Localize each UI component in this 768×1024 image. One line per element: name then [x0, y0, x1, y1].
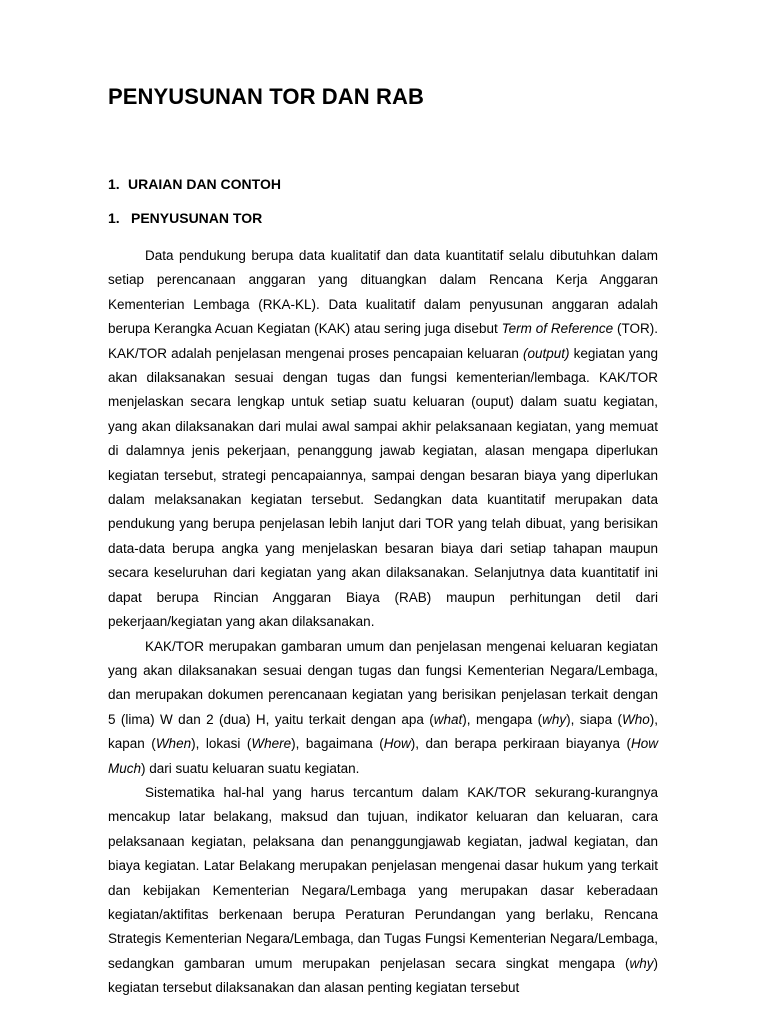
- text-run: kegiatan yang akan dilaksanakan sesuai dengan tugas dan fungsi kementerian/lembaga. KAK/TOR menjelaskan secara lengkap untuk setiap suatu keluaran (ouput) dalam suatu kegiatan, yang akan dilaksanakan dari mulai awal sampai akhir pelaksanaan kegiatan, yang memuat di dalamnya jenis pekerjaan, penanggung jawab kegiatan, alasan mengapa diperlukan kegiatan tersebut, strategi pencapaiannya, sampai dengan besaran biaya yang diperlukan dalam melaksanakan kegiatan tersebut. Sedangkan data kuantitatif merupakan data pendukung yang berupa penjelasan lebih lanjut dari TOR yang telah dibuat, yang berisikan data-data berupa angka yang menjelaskan besaran biaya dari setiap tahapan maupun secara keseluruhan dari kegiatan yang akan dilaksanakan. Selanjutnya data kuantitatif ini dapat berupa Rincian Anggaran Biaya (RAB) maupun perhitungan detil dari pekerjaan/kegiatan yang akan dilaksanakan.: [108, 345, 658, 630]
- text-run: ), lokasi (: [191, 736, 252, 752]
- text-run: ), dan berapa perkiraan biayanya (: [410, 736, 631, 752]
- italic-text-run: (output): [522, 345, 570, 361]
- text-run: (TOR). KAK/TOR adalah penjelasan mengenai proses pencapaian keluaran: [108, 321, 659, 361]
- italic-text-run: what: [433, 711, 463, 727]
- italic-text-run: why: [542, 711, 567, 727]
- text-run: KAK/TOR merupakan gambaran umum dan penjelasan mengenai keluaran kegiatan yang akan dilaksanakan sesuai dengan tugas dan fungsi Kementerian Negara/Lembaga, dan merupakan dokumen perencanaan kegiatan yang berisikan penjelasan terkait dengan 5 (lima) W dan 2 (dua) H, yaitu terkait dengan apa (: [108, 638, 658, 727]
- text-run: ), siapa (: [566, 711, 622, 727]
- text-run: ) kegiatan tersebut dilaksanakan dan alasan penting kegiatan tersebut: [108, 955, 658, 996]
- text-run: ) dari suatu keluaran suatu kegiatan.: [141, 760, 360, 776]
- section-heading-penyusunan-tor: [108, 210, 262, 226]
- section-heading-text: PENYUSUNAN TOR: [131, 210, 263, 226]
- paragraph: [108, 781, 658, 1001]
- text-run: ), mengapa (: [462, 711, 543, 727]
- body-text: [108, 244, 658, 1001]
- text-run: ), kapan (: [108, 711, 658, 752]
- italic-text-run: Where: [251, 736, 292, 752]
- section-heading-uraian: [108, 176, 281, 192]
- italic-text-run: Who: [621, 711, 650, 727]
- text-run: ), bagaimana (: [291, 736, 384, 752]
- italic-text-run: why: [629, 955, 654, 971]
- section-number: 1.: [108, 210, 120, 226]
- italic-text-run: When: [155, 736, 192, 752]
- italic-text-run: Term of Reference: [501, 321, 614, 337]
- text-run: Sistematika hal-hal yang harus tercantum dalam KAK/TOR sekurang-kurangnya mencakup latar belakang, maksud dan tujuan, indikator keluaran dan keluaran, cara pelaksanaan kegiatan, pelaksana dan penanggungjawab kegiatan, jadwal kegiatan, dan biaya kegiatan. Latar Belakang merupakan penjelasan mengenai dasar hukum yang terkait dan kebijakan Kementerian Negara/Lembaga yang merupakan dasar keberadaan kegiatan/aktifitas berkenaan berupa Peraturan Perundangan yang berlaku, Rencana Strategis Kementerian Negara/Lembaga, dan Tugas Fungsi Kementerian Negara/Lembaga, sedangkan gambaran umum merupakan penjelasan secara singkat mengapa (: [108, 784, 658, 971]
- italic-text-run: How Much: [108, 736, 659, 776]
- document-title: PENYUSUNAN TOR DAN RAB: [108, 84, 424, 109]
- paragraph: [108, 244, 658, 635]
- section-heading-text: URAIAN DAN CONTOH: [128, 176, 281, 192]
- paragraph: [108, 635, 658, 781]
- italic-text-run: How: [383, 736, 411, 752]
- section-number: 1.: [108, 176, 120, 192]
- text-run: Data pendukung berupa data kualitatif dan data kuantitatif selalu dibutuhkan dalam setiap perencanaan anggaran yang dituangkan dalam Rencana Kerja Anggaran Kementerian Lembaga (RKA-KL). Data kualitatif dalam penyusunan anggaran adalah berupa Kerangka Acuan Kegiatan (KAK) atau sering juga disebut: [108, 248, 658, 337]
